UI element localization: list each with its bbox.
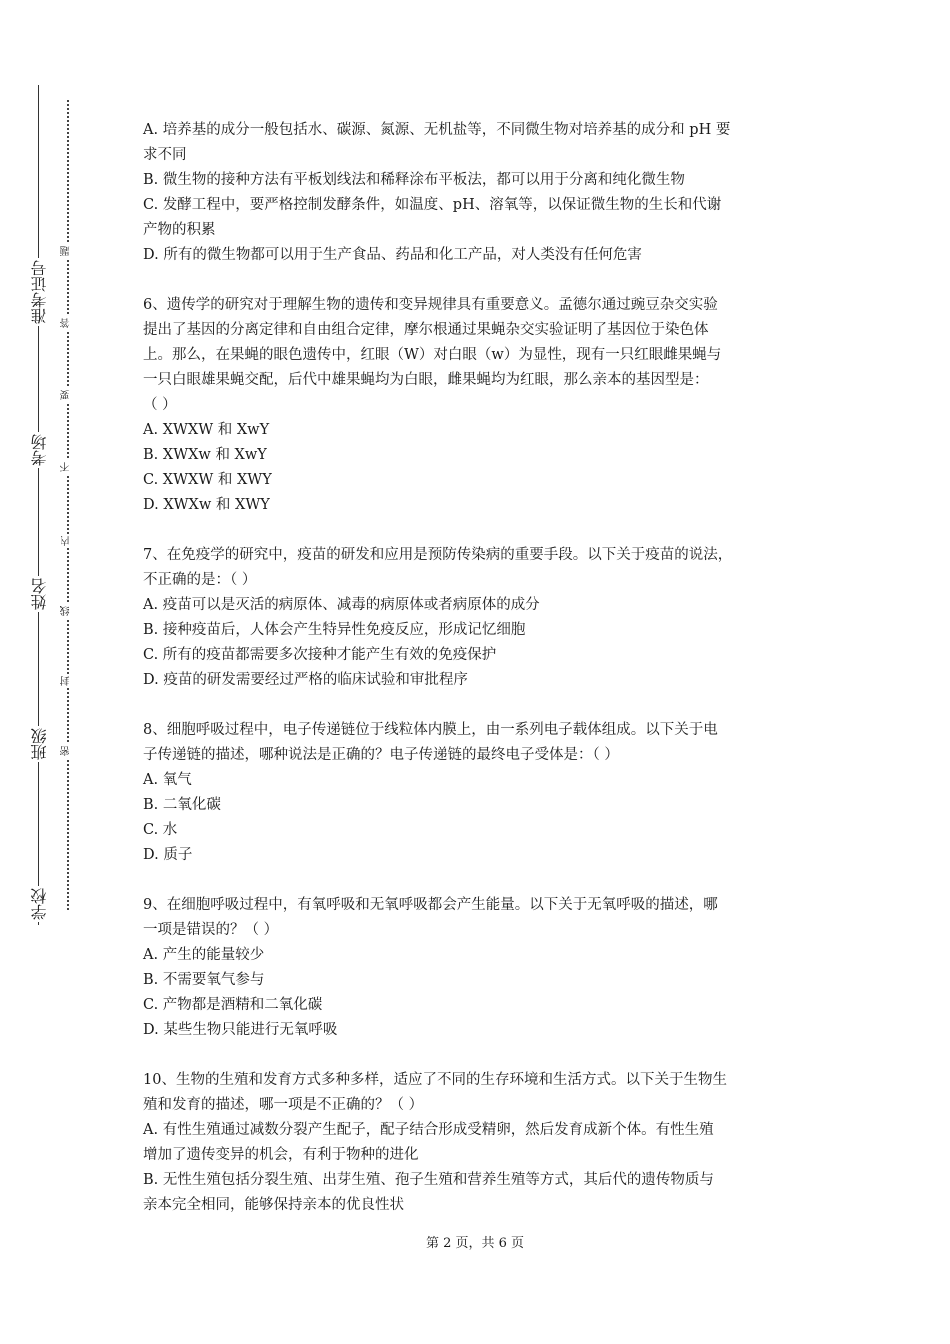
text-line: 9、在细胞呼吸过程中，有氧呼吸和无氧呼吸都会产生能量。以下关于无氧呼吸的描述，哪 — [143, 897, 718, 913]
text-line: 6、遗传学的研究对于理解生物的遗传和变异规律具有重要意义。孟德尔通过豌豆杂交实验 — [143, 297, 718, 313]
admission-number-field-label: 准考证号 — [30, 260, 49, 324]
text-line: B. 无性生殖包括分裂生殖、出芽生殖、孢子生殖和营养生殖等方式，其后代的遗传物质与 — [143, 1172, 714, 1188]
text-line: 7、在免疫学的研究中，疫苗的研发和应用是预防传染病的重要手段。以下关于疫苗的说法， — [143, 547, 733, 563]
seal-dotted-line — [67, 100, 69, 910]
binding-solid-line — [38, 85, 39, 925]
text-line: D. 疫苗的研发需要经过严格的临床试验和审批程序 — [143, 672, 468, 688]
text-line: 一只白眼雄果蝇交配，后代中雄果蝇均为白眼，雌果蝇均为红眼，那么亲本的基因型是： — [143, 372, 709, 388]
text-line: 不正确的是：（ ） — [143, 572, 257, 588]
text-line: A. XWXW 和 XwY — [143, 422, 270, 438]
text-line: 提出了基因的分离定律和自由组合定律，摩尔根通过果蝇杂交实验证明了基因位于染色体 — [143, 322, 709, 338]
text-line: 8、细胞呼吸过程中，电子传递链位于线粒体内膜上，由一系列电子载体组成。以下关于电 — [143, 722, 718, 738]
seal-char: 封 — [61, 674, 75, 688]
paragraph-gap — [143, 518, 815, 543]
text-line: 产物的积累 — [143, 222, 216, 238]
text-line: A. 氧气 — [143, 772, 192, 788]
text-line: A. 培养基的成分一般包括水、碳源、氮源、无机盐等，不同微生物对培养基的成分和 pH 要 — [143, 122, 731, 138]
exam-room-field-label: 考场 — [30, 434, 49, 466]
text-line: D. XWXw 和 XWY — [143, 497, 270, 513]
text-line: B. 接种疫苗后，人体会产生特异性免疫反应，形成记忆细胞 — [143, 622, 526, 638]
text-line: C. 水 — [143, 822, 178, 838]
class-field-label: 班级 — [30, 728, 49, 760]
text-line: 增加了遗传变异的机会，有利于物种的进化 — [143, 1147, 419, 1163]
text-line: 子传递链的描述，哪种说法是正确的？电子传递链的最终电子受体是：（ ） — [143, 747, 619, 763]
text-line: C. 产物都是酒精和二氧化碳 — [143, 997, 323, 1013]
text-line: B. 微生物的接种方法有平板划线法和稀释涂布平板法，都可以用于分离和纯化微生物 — [143, 172, 685, 188]
text-line: B. XWXw 和 XwY — [143, 447, 267, 463]
seal-char: 答 — [61, 316, 75, 330]
text-line: D. 某些生物只能进行无氧呼吸 — [143, 1022, 338, 1038]
text-line: 求不同 — [143, 147, 187, 163]
text-line: D. 质子 — [143, 847, 193, 863]
binding-margin — [0, 0, 100, 1344]
seal-char: 题 — [61, 244, 75, 258]
text-line: C. 所有的疫苗都需要多次接种才能产生有效的免疫保护 — [143, 647, 497, 663]
text-line: B. 二氧化碳 — [143, 797, 221, 813]
school-field-label: 学校 — [30, 888, 49, 920]
text-line: 10、生物的生殖和发育方式多种多样，适应了不同的生存环境和生活方式。以下关于生物生 — [143, 1072, 727, 1088]
text-line: D. 所有的微生物都可以用于生产食品、药品和化工产品，对人类没有任何危害 — [143, 247, 642, 263]
text-line: （ ） — [143, 397, 177, 413]
text-line: C. XWXW 和 XWY — [143, 472, 272, 488]
text-line: 亲本完全相同，能够保持亲本的优良性状 — [143, 1197, 404, 1213]
text-line: A. 产生的能量较少 — [143, 947, 265, 963]
seal-char: 不 — [61, 460, 75, 474]
text-line: 一项是错误的？（ ） — [143, 922, 279, 938]
seal-char: 内 — [61, 534, 75, 548]
text-line: 殖和发育的描述，哪一项是不正确的？（ ） — [143, 1097, 424, 1113]
text-line: A. 疫苗可以是灭活的病原体、减毒的病原体或者病原体的成分 — [143, 597, 540, 613]
text-line: C. 发酵工程中，要严格控制发酵条件，如温度、pH、溶氧等，以保证微生物的生长和代谢 — [143, 197, 722, 213]
page-number-footer: 第 2 页，共 6 页 — [425, 1236, 525, 1251]
text-line: 上。那么，在果蝇的眼色遗传中，红眼（W）对白眼（w）为显性，现有一只红眼雌果蝇与 — [143, 347, 722, 363]
paragraph-gap — [143, 693, 815, 718]
paragraph-gap — [143, 868, 815, 893]
text-line: A. 有性生殖通过减数分裂产生配子，配子结合形成受精卵，然后发育成新个体。有性生殖 — [143, 1122, 714, 1138]
question-content — [143, 118, 815, 1218]
paragraph-gap — [143, 1043, 815, 1068]
paragraph-gap — [143, 268, 815, 293]
seal-char: 线 — [61, 604, 75, 618]
seal-char: 要 — [61, 388, 75, 402]
text-line: B. 不需要氧气参与 — [143, 972, 265, 988]
name-field-label: 姓名 — [30, 578, 49, 610]
seal-char: 密 — [61, 744, 75, 758]
